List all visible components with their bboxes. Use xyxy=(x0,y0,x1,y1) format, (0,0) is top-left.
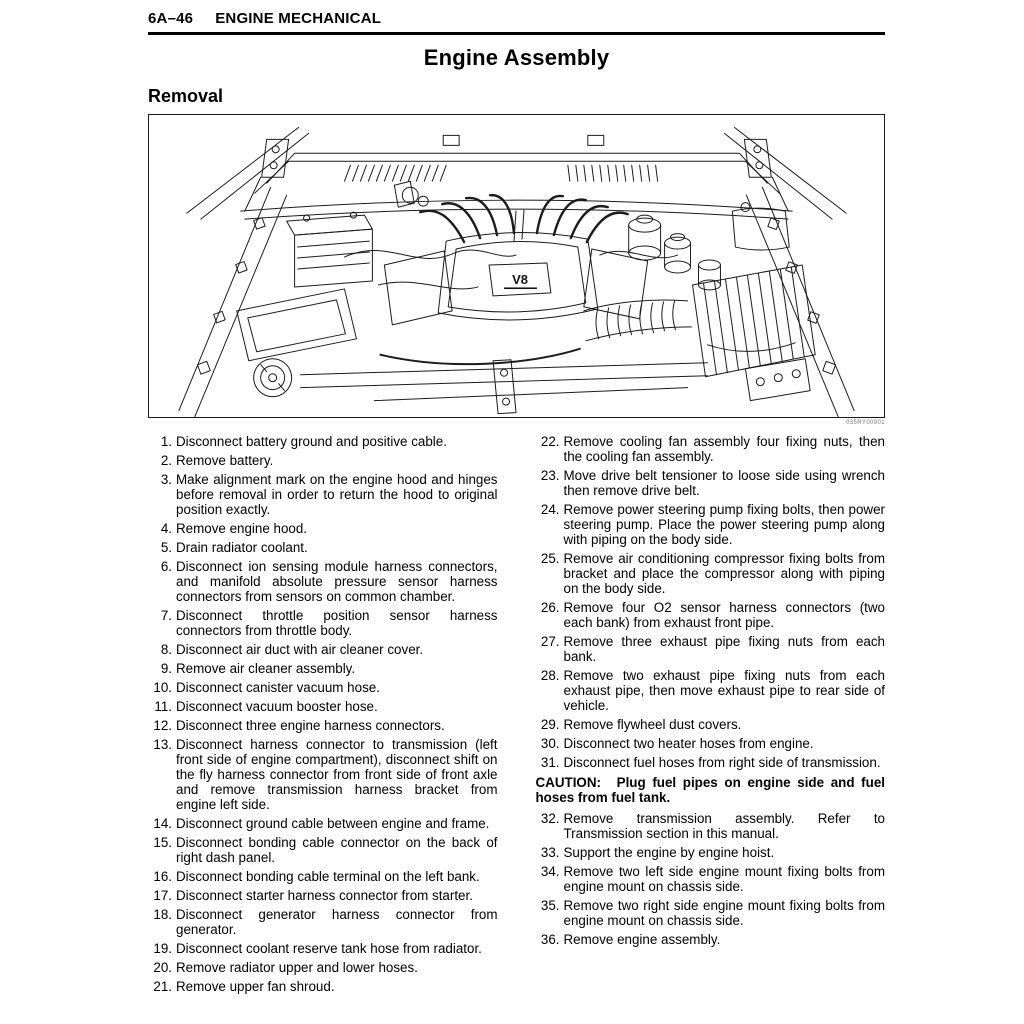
intake-runners xyxy=(420,195,627,242)
step-text: Disconnect ion sensing module harness connectors, and manifold absolute pressure sensor harness connectors from sensors on common chamber. xyxy=(176,559,498,604)
step-text: Drain radiator coolant. xyxy=(176,540,308,555)
step-number: 31. xyxy=(540,755,560,770)
step-number: 12. xyxy=(153,718,172,733)
step-text: Remove power steering pump fixing bolts, then power steering pump. Place the power steering pump along with piping on the body side. xyxy=(563,502,885,547)
step-number: 26. xyxy=(540,600,560,615)
step-text: Remove two right side engine mount fixing bolts from engine mount on chassis side. xyxy=(563,898,885,928)
step-item xyxy=(148,472,498,517)
step-number: 7. xyxy=(160,608,172,623)
step-text: Remove three exhaust pipe fixing nuts from each bank. xyxy=(563,634,885,664)
step-text: Remove transmission assembly. Refer to Transmission section in this manual. xyxy=(563,811,885,841)
engine-bay-illustration xyxy=(149,115,884,417)
bolt-plate xyxy=(745,359,810,401)
cowl-panel xyxy=(267,153,768,183)
step-item xyxy=(148,979,498,994)
step-number: CAUTION: xyxy=(535,775,601,790)
removal-heading: Removal xyxy=(148,86,224,106)
step-number: 32. xyxy=(540,811,560,826)
step-text: Disconnect ground cable between engine and frame. xyxy=(176,816,490,831)
step-item xyxy=(536,468,886,498)
procedure-steps xyxy=(148,434,885,998)
hood-edge-left xyxy=(187,127,299,213)
brake-fluid-reservoirs xyxy=(629,215,721,290)
step-item xyxy=(148,941,498,956)
radiator-hose xyxy=(380,349,579,364)
step-text: Remove two left side engine mount fixing bolts from engine mount on chassis side. xyxy=(563,864,885,894)
step-text: Disconnect vacuum booster hose. xyxy=(176,699,378,714)
step-item xyxy=(148,521,498,536)
engine-badge-subtext-bar xyxy=(504,287,537,289)
step-number: 4. xyxy=(160,521,172,536)
steps-column-left xyxy=(148,434,498,998)
figure-code: 035RY00001 xyxy=(846,420,885,426)
step-number: 15. xyxy=(153,835,172,850)
page-title: Engine Assembly xyxy=(423,45,610,70)
step-item xyxy=(148,434,498,449)
step-item xyxy=(536,811,886,841)
step-number: 23. xyxy=(540,468,560,483)
step-text: Disconnect two heater hoses from engine. xyxy=(563,736,814,751)
step-text: Remove radiator upper and lower hoses. xyxy=(176,960,418,975)
step-text: Disconnect air duct with air cleaner cover. xyxy=(176,642,424,657)
hood-edge-right xyxy=(734,127,846,213)
step-number: 30. xyxy=(540,736,560,751)
step-item xyxy=(148,540,498,555)
step-text: Disconnect bonding cable terminal on the left bank. xyxy=(176,869,480,884)
step-text: Disconnect canister vacuum hose. xyxy=(176,680,380,695)
steps-column-right xyxy=(536,434,886,998)
control-module-box xyxy=(237,289,357,361)
step-text: Remove air cleaner assembly. xyxy=(176,661,356,676)
step-text: Support the engine by engine hoist. xyxy=(563,845,775,860)
step-number: 13. xyxy=(153,737,172,752)
step-text: Disconnect throttle position sensor harness connectors from throttle body. xyxy=(176,608,498,638)
step-text: Remove flywheel dust covers. xyxy=(563,717,742,732)
cowl-vents-right xyxy=(568,165,658,181)
intake-duct xyxy=(584,300,692,341)
step-item xyxy=(148,888,498,903)
step-item xyxy=(148,559,498,604)
page-header xyxy=(148,10,885,35)
step-item xyxy=(148,699,498,714)
step-item xyxy=(536,717,886,732)
step-item xyxy=(536,845,886,860)
step-number: 16. xyxy=(153,869,172,884)
step-number: 2. xyxy=(160,453,172,468)
step-item xyxy=(536,736,886,751)
step-number: 36. xyxy=(540,932,560,947)
step-number: 10. xyxy=(153,680,172,695)
step-text: Disconnect three engine harness connectors. xyxy=(176,718,445,733)
step-text: Disconnect harness connector to transmission (left front side of engine compartment), disconnect shift on the fly harness connector from front side of front axle and remove transmission harness bracket from engine left side. xyxy=(176,737,498,812)
step-text: Make alignment mark on the engine hood and hinges before removal in order to return the hood to original position exactly. xyxy=(176,472,498,517)
step-item xyxy=(536,634,886,664)
step-item xyxy=(148,960,498,975)
step-text: Remove battery. xyxy=(176,453,274,468)
step-number: 28. xyxy=(540,668,560,683)
engine-badge-text: V8 xyxy=(512,271,528,287)
step-number: 21. xyxy=(153,979,172,994)
step-text: Disconnect fuel hoses from right side of transmission. xyxy=(563,755,881,770)
step-number: 34. xyxy=(540,864,560,879)
step-item xyxy=(148,680,498,695)
step-number: 19. xyxy=(153,941,172,956)
step-text: Disconnect battery ground and positive cable. xyxy=(176,434,447,449)
step-number: 8. xyxy=(160,642,172,657)
step-number: 5. xyxy=(160,540,172,555)
section-title: ENGINE MECHANICAL xyxy=(215,10,382,27)
step-item xyxy=(148,718,498,733)
step-item xyxy=(536,551,886,596)
step-number: 6. xyxy=(160,559,172,574)
washer-tank xyxy=(732,203,789,250)
cowl-vents-left xyxy=(344,165,446,181)
step-item xyxy=(148,737,498,812)
step-number: 17. xyxy=(153,888,172,903)
step-text: Remove air conditioning compressor fixing bolts from bracket and place the compressor along with piping on the body side. xyxy=(563,551,885,596)
hood-hinge-left xyxy=(245,139,289,211)
step-text: Remove engine hood. xyxy=(176,521,308,536)
step-number: 9. xyxy=(160,661,172,676)
wiper-motor xyxy=(394,181,428,207)
step-text: Remove upper fan shroud. xyxy=(176,979,335,994)
step-number: 1. xyxy=(160,434,172,449)
step-item xyxy=(536,668,886,713)
fender-rail-left xyxy=(179,187,287,416)
step-number: 14. xyxy=(153,816,172,831)
step-item xyxy=(536,755,886,770)
wiring-harness xyxy=(344,250,677,289)
step-item xyxy=(536,864,886,894)
step-text: Remove two exhaust pipe fixing nuts from each exhaust pipe, then move exhaust pipe to rear side of vehicle. xyxy=(563,668,885,713)
step-number: 18. xyxy=(153,907,172,922)
step-item xyxy=(536,932,886,947)
step-item xyxy=(148,907,498,937)
step-text: Remove engine assembly. xyxy=(563,932,721,947)
step-item xyxy=(148,608,498,638)
step-item xyxy=(536,600,886,630)
step-item xyxy=(148,642,498,657)
step-item xyxy=(148,869,498,884)
step-number: 24. xyxy=(540,502,560,517)
step-text: Remove four O2 sensor harness connectors (two each bank) from exhaust front pipe. xyxy=(563,600,885,630)
step-number: 35. xyxy=(540,898,560,913)
step-number: 20. xyxy=(153,960,172,975)
step-number: 27. xyxy=(540,634,560,649)
step-number: 29. xyxy=(540,717,560,732)
step-number: 25. xyxy=(540,551,560,566)
step-text: Disconnect generator harness connector from generator. xyxy=(176,907,498,937)
step-text: Plug fuel pipes on engine side and fuel hoses from fuel tank. xyxy=(535,775,885,805)
step-text: Disconnect starter harness connector from starter. xyxy=(176,888,473,903)
step-text: Disconnect coolant reserve tank hose from radiator. xyxy=(176,941,482,956)
hood-hinge-right xyxy=(744,139,788,211)
step-number: 22. xyxy=(540,434,560,449)
step-text: Move drive belt tensioner to loose side using wrench then remove drive belt. xyxy=(563,468,885,498)
fan-pulley-cap xyxy=(254,359,292,397)
step-item xyxy=(148,816,498,831)
radiator-crossmember xyxy=(301,360,708,414)
step-text: Disconnect bonding cable connector on the back of right dash panel. xyxy=(176,835,498,865)
step-item xyxy=(536,434,886,464)
step-number: 11. xyxy=(154,699,172,714)
section-code: 6A–46 xyxy=(148,10,194,27)
step-number: 3. xyxy=(160,472,172,487)
figure-frame xyxy=(148,114,885,418)
step-number: 33. xyxy=(540,845,560,860)
step-item xyxy=(536,898,886,928)
step-item xyxy=(536,502,886,547)
step-text: Remove cooling fan assembly four fixing nuts, then the cooling fan assembly. xyxy=(563,434,885,464)
step-item xyxy=(148,835,498,865)
step-item xyxy=(148,661,498,676)
battery xyxy=(287,212,373,287)
step-item xyxy=(536,775,886,805)
step-item xyxy=(148,453,498,468)
